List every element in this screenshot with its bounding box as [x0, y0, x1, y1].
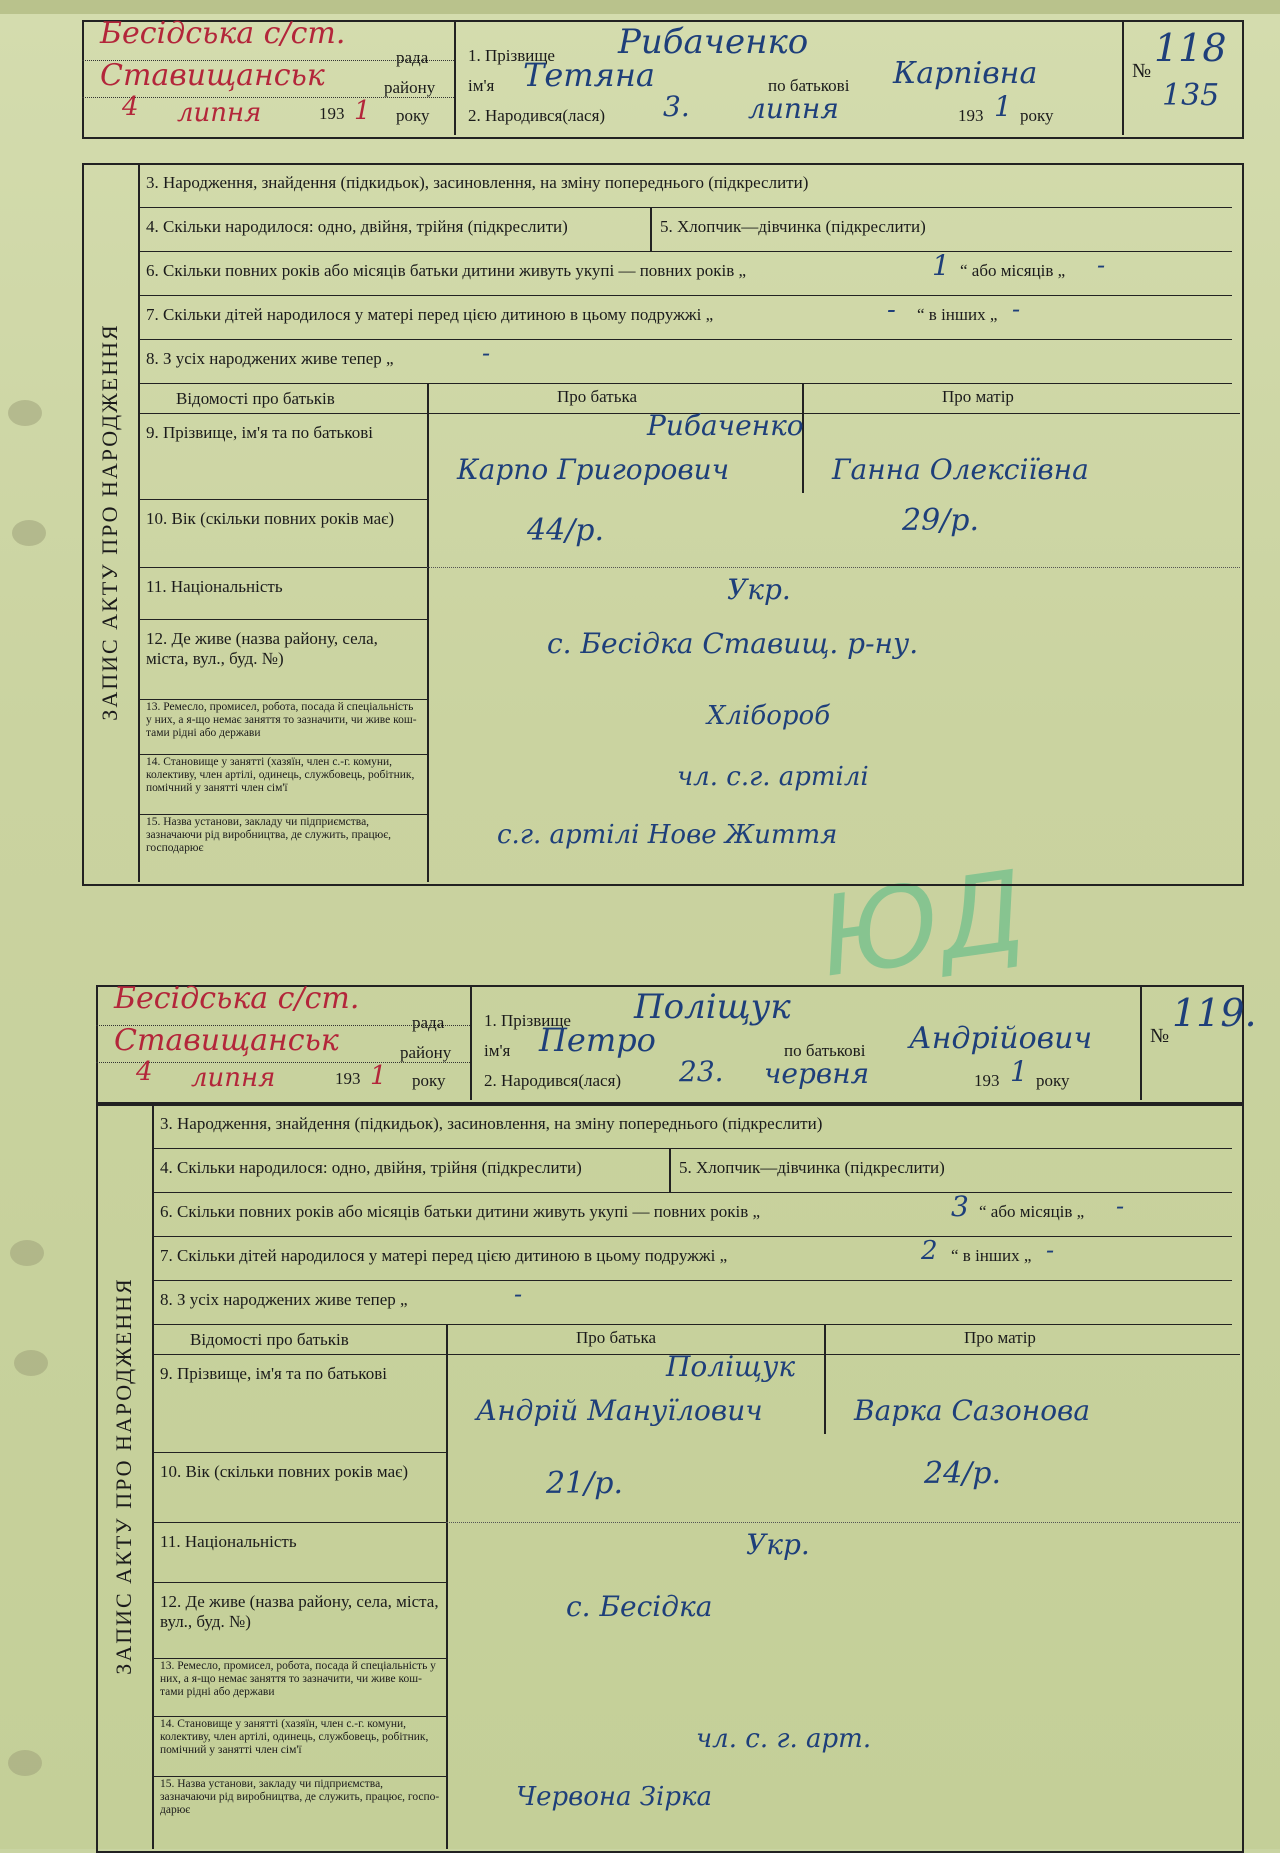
- r14-label: 14. Становище у занятті (хазяїн, член с.-г. комуни, колективу, член артілі, одинець, службовець, робітник, помічний у занятті член сім'ї: [146, 756, 415, 794]
- row-4-label: 4. Скільки народилося: одно, двійня, трійня (підкреслити): [160, 1158, 582, 1177]
- row-3-label: 3. Народження, знайдення (підкидьок), засиновлення, на зміну попереднього (підкреслити): [146, 173, 809, 192]
- row-divider: [152, 1236, 1232, 1237]
- r15-label: 15. Назва установи, закладу чи підприємства, зазначаючи рід виробництва, де служить, працює, господарює: [160, 1778, 440, 1816]
- row-divider: [138, 567, 427, 568]
- date-year-prefix: 193: [319, 104, 345, 123]
- row-6b-label: “ або місяців „: [960, 261, 1066, 280]
- date-day-handwriting: 4: [136, 1057, 153, 1087]
- surname-label: 1. Прізвище: [484, 1011, 571, 1030]
- green-stamp-initials: ЮД: [812, 846, 1033, 1002]
- r12-handwriting: с. Бесідка Ставищ. р-ну.: [547, 627, 919, 660]
- born-year-prefix: 193: [958, 106, 984, 125]
- r10-label: 10. Вік (скільки повних років має): [160, 1462, 409, 1481]
- table-col-divider: [427, 383, 429, 882]
- row-divider: [152, 1658, 446, 1659]
- record-number-label: №: [1150, 1025, 1170, 1047]
- born-label: 2. Народився(лася): [484, 1071, 622, 1090]
- parents-header: Відомості про батьків: [190, 1330, 349, 1349]
- birth-record-119: [0, 981, 1280, 1849]
- row-divider: [138, 207, 1232, 208]
- date-month-handwriting: липня: [177, 98, 262, 128]
- dotted-line: [427, 567, 1240, 568]
- date-year-handwriting: 1: [354, 96, 371, 126]
- row-6-label: 6. Скільки повних років або місяців батьки дитини живуть укупі — повних років „: [146, 261, 747, 280]
- side-divider: [138, 163, 140, 882]
- row-6b-handwriting: -: [1097, 251, 1106, 279]
- row-7b-handwriting: -: [1012, 295, 1021, 323]
- row-8-label: 8. З усіх народжених живе тепер „: [146, 349, 394, 368]
- council-handwriting: Бесідська с/ст.: [100, 16, 346, 51]
- row-7-label: 7. Скільки дітей народилося у матері перед цією дитиною в цьому подружжі „: [160, 1246, 728, 1265]
- surname-handwriting: Поліщук: [634, 987, 791, 1027]
- row-divider: [138, 619, 427, 620]
- table-col-divider: [824, 1324, 826, 1434]
- side-divider: [152, 1104, 154, 1849]
- r14-handwriting: чл. с. г. арт.: [696, 1724, 872, 1754]
- r9-label: 9. Прізвище, ім'я та по батькові: [160, 1364, 387, 1383]
- r14-label: 14. Становище у занятті (хазяїн, член с.-г. комуни, колективу, член артілі, одинець, службовець, робітник, помічний у занятті член сім'ї: [160, 1718, 429, 1756]
- born-year-label: року: [1036, 1071, 1070, 1090]
- district-label: району: [384, 78, 436, 97]
- father-header: Про батька: [576, 1328, 657, 1347]
- row-divider: [152, 1148, 1232, 1149]
- mother-header: Про матір: [942, 387, 1014, 406]
- surname-label: 1. Прізвище: [468, 46, 555, 65]
- name-label: ім'я: [484, 1041, 511, 1060]
- r9-father-handwriting: Карпо Григорович: [457, 453, 730, 486]
- district-handwriting: Ставищанськ: [114, 1023, 339, 1058]
- record-number-label: №: [1132, 60, 1152, 82]
- record-number-handwriting: 118: [1154, 26, 1227, 70]
- row-7b-handwriting: -: [1046, 1236, 1055, 1264]
- name-handwriting: Тетяна: [523, 56, 655, 94]
- row-5-label: 5. Хлопчик—дівчинка (підкреслити): [660, 217, 926, 236]
- year-label: року: [396, 106, 430, 125]
- r10-father-handwriting: 21/р.: [546, 1466, 624, 1501]
- row-divider: [152, 1522, 446, 1523]
- r10-mother-handwriting: 24/р.: [924, 1456, 1002, 1491]
- born-day-handwriting: 3.: [663, 90, 690, 123]
- r9-surname-handwriting: Поліщук: [666, 1350, 796, 1383]
- row-divider: [152, 1716, 446, 1717]
- born-year-prefix: 193: [974, 1071, 1000, 1090]
- born-day-handwriting: 23.: [679, 1055, 724, 1088]
- row-7-label: 7. Скільки дітей народилося у матері перед цією дитиною в цьому подружжі „: [146, 305, 714, 324]
- r11-label: 11. Національність: [160, 1532, 297, 1551]
- row-6-label: 6. Скільки повних років або місяців батьки дитини живуть укупі — повних років „: [160, 1202, 761, 1221]
- row-divider: [138, 383, 1232, 384]
- header-divider: [470, 985, 472, 1100]
- row-6b-label: “ або місяців „: [979, 1202, 1085, 1221]
- row-divider: [138, 339, 1232, 340]
- row-7-handwriting: 2: [921, 1236, 938, 1266]
- row-6-handwriting: 3: [951, 1190, 969, 1223]
- r13-label: 13. Ремесло, промисел, робота, посада й спеціальність у них, а я-що немає заняття то зазначити, чи живе коштами рідні або держави: [146, 701, 417, 739]
- council-label: рада: [396, 48, 429, 67]
- record-number-secondary: 135: [1162, 78, 1220, 113]
- dotted-line: [446, 1522, 1240, 1523]
- district-label: району: [400, 1043, 452, 1062]
- r15-label: 15. Назва установи, закладу чи підприємства, зазначаючи рід виробництва, де служить, працює, господарює: [146, 816, 392, 854]
- date-day-handwriting: 4: [122, 92, 139, 122]
- row-divider: [138, 251, 1232, 252]
- r10-mother-handwriting: 29/р.: [902, 503, 980, 538]
- date-year-handwriting: 1: [370, 1061, 387, 1091]
- row-divider: [138, 699, 427, 700]
- patronymic-handwriting: Карпівна: [893, 56, 1038, 91]
- header-divider: [454, 20, 456, 135]
- born-year-handwriting: 1: [1010, 1055, 1028, 1088]
- row-divider: [138, 754, 427, 755]
- r9-mother-handwriting: Ганна Олексіївна: [832, 453, 1089, 486]
- father-header: Про батька: [557, 387, 638, 406]
- born-month-handwriting: червня: [764, 1057, 870, 1090]
- r9-mother-handwriting: Варка Сазонова: [854, 1394, 1091, 1427]
- r9-label: 9. Прізвище, ім'я та по батькові: [146, 423, 373, 442]
- row-7b-label: “ в інших „: [917, 305, 998, 324]
- patronymic-label: по батькові: [768, 76, 850, 95]
- row-5-label: 5. Хлопчик—дівчинка (підкреслити): [679, 1158, 945, 1177]
- row-divider: [152, 1192, 1232, 1193]
- born-year-label: року: [1020, 106, 1054, 125]
- r14-handwriting: чл. с.г. артілі: [677, 762, 869, 792]
- born-month-handwriting: липня: [748, 92, 839, 125]
- year-label: року: [412, 1071, 446, 1090]
- surname-handwriting: Рибаченко: [618, 22, 809, 62]
- council-label: рада: [412, 1013, 445, 1032]
- side-title: ЗАПИС АКТУ ПРО НАРОДЖЕННЯ: [97, 322, 122, 721]
- born-label: 2. Народився(лася): [468, 106, 606, 125]
- r10-label: 10. Вік (скільки повних років має): [146, 509, 395, 528]
- row-divider: [152, 1776, 446, 1777]
- row-divider: [152, 1582, 446, 1583]
- row-divider: [152, 1280, 1232, 1281]
- row-3-label: 3. Народження, знайдення (підкидьок), засиновлення, на зміну попереднього (підкреслити): [160, 1114, 823, 1133]
- row-divider: [138, 499, 427, 500]
- row-4-label: 4. Скільки народилося: одно, двійня, трійня (підкреслити): [146, 217, 568, 236]
- row-4-5-divider: [669, 1148, 671, 1192]
- r11-handwriting: Укр.: [746, 1528, 810, 1561]
- header-divider: [1140, 985, 1142, 1100]
- r12-label: 12. Де живе (назва району, села, міста, вул., буд. №): [160, 1592, 439, 1631]
- row-6b-handwriting: -: [1116, 1192, 1125, 1220]
- row-6-handwriting: 1: [932, 249, 950, 282]
- r15-handwriting: с.г. артілі Нове Життя: [497, 820, 838, 850]
- patronymic-label: по батькові: [784, 1041, 866, 1060]
- r15-handwriting: Червона Зірка: [516, 1782, 712, 1812]
- district-handwriting: Ставищанськ: [100, 58, 325, 93]
- council-handwriting: Бесідська с/ст.: [114, 981, 360, 1016]
- row-8-handwriting: -: [514, 1280, 523, 1308]
- table-col-divider: [446, 1324, 448, 1849]
- r9-father-handwriting: Андрій Мануїлович: [476, 1394, 763, 1427]
- header-divider: [1122, 20, 1124, 135]
- patronymic-handwriting: Андрійович: [909, 1021, 1093, 1056]
- mother-header: Про матір: [964, 1328, 1036, 1347]
- date-year-prefix: 193: [335, 1069, 361, 1088]
- side-title: ЗАПИС АКТУ ПРО НАРОДЖЕННЯ: [111, 1276, 136, 1675]
- row-divider: [138, 295, 1232, 296]
- date-month-handwriting: липня: [191, 1063, 276, 1093]
- parents-header: Відомості про батьків: [176, 389, 335, 408]
- r13-label: 13. Ремесло, промисел, робота, посада й спеціальність у них, а я-що немає заняття то зазначити, чи живе коштами рідні або держави: [160, 1660, 436, 1698]
- r9-surname-handwriting: Рибаченко: [647, 409, 804, 442]
- name-handwriting: Петро: [539, 1021, 656, 1059]
- row-8-label: 8. З усіх народжених живе тепер „: [160, 1290, 408, 1309]
- r13-handwriting: Хлібороб: [707, 701, 831, 731]
- row-7b-label: “ в інших „: [951, 1246, 1032, 1265]
- record-number-handwriting: 119.: [1172, 991, 1257, 1035]
- r12-label: 12. Де живе (назва району, села, міста, вул., буд. №): [146, 629, 378, 668]
- born-year-handwriting: 1: [994, 90, 1012, 123]
- row-divider: [152, 1324, 1232, 1325]
- top-edge-strip: [0, 0, 1280, 14]
- row-7-handwriting: -: [887, 295, 896, 325]
- r10-father-handwriting: 44/р.: [527, 513, 605, 548]
- row-divider: [138, 814, 427, 815]
- row-4-5-divider: [650, 207, 652, 251]
- row-divider: [152, 1452, 446, 1453]
- row-8-handwriting: -: [482, 339, 491, 367]
- birth-record-118: [0, 16, 1280, 882]
- name-label: ім'я: [468, 76, 495, 95]
- r12-handwriting: с. Бесідка: [566, 1590, 713, 1623]
- r11-handwriting: Укр.: [727, 573, 791, 606]
- r11-label: 11. Національність: [146, 577, 283, 596]
